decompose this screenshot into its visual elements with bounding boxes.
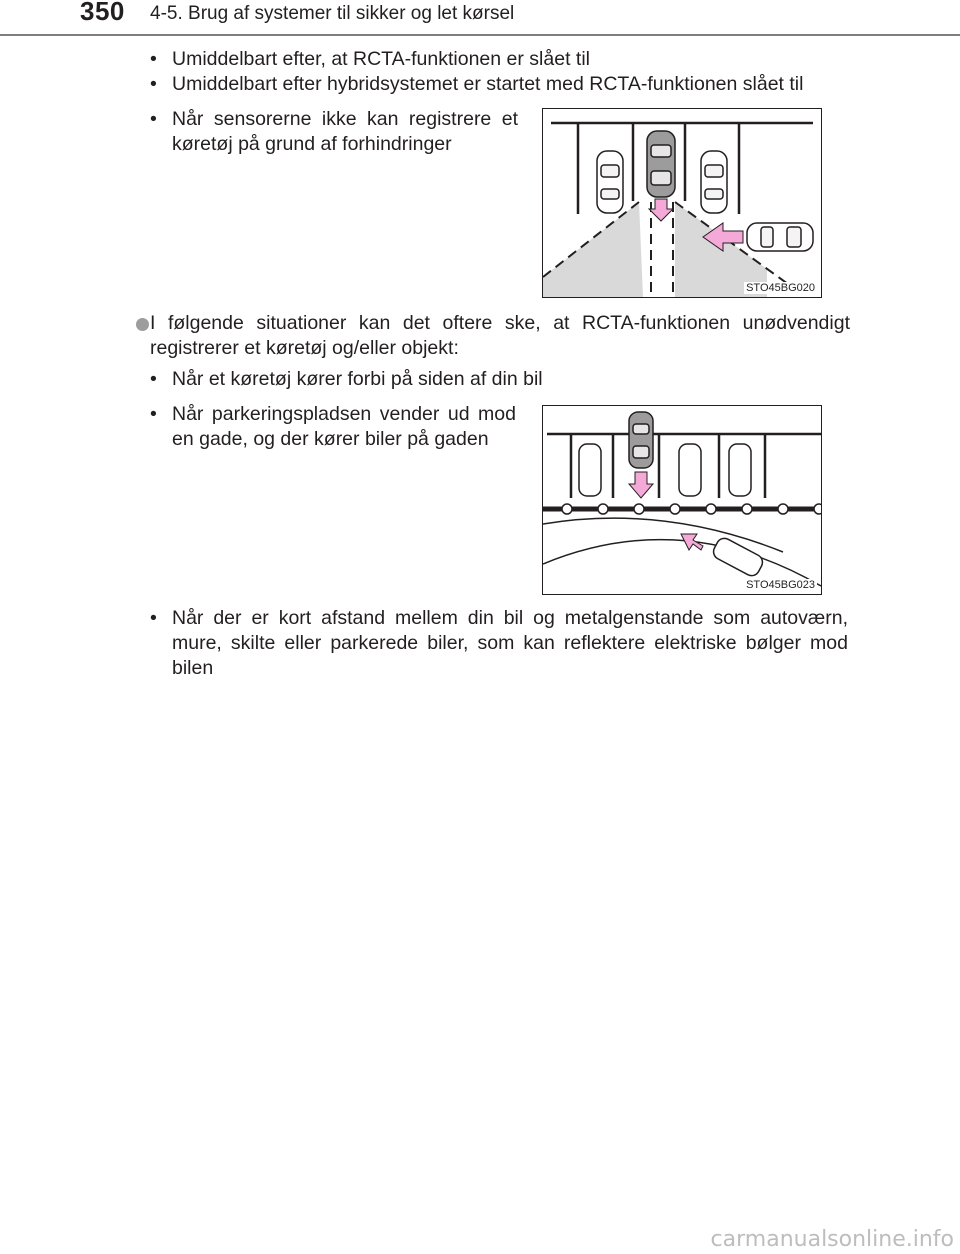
header-rule <box>0 34 960 36</box>
bullet-item-vehicle-passing <box>150 367 650 392</box>
circle-bullet-icon <box>136 318 149 331</box>
approaching-car <box>747 223 813 251</box>
parked-car <box>729 444 751 496</box>
bullet-text: Umiddelbart efter hybridsystemet er startet med RCTA-funktionen slået til <box>172 73 804 95</box>
bullet-text: Når et køretøj kører forbi på siden af din bil <box>172 368 543 390</box>
page-number: 350 <box>80 0 125 26</box>
own-car <box>629 412 653 468</box>
parked-car <box>579 444 601 496</box>
watermark: carmanualsonline.info <box>710 1227 954 1252</box>
bullet-text: Når parkeringspladsen vender ud mod en gade, og der kører biler på gaden <box>172 403 516 450</box>
reverse-arrow <box>629 472 653 498</box>
parking-diagram-street <box>543 406 821 594</box>
parked-car <box>679 444 701 496</box>
bullet-text: Umiddelbart efter, at RCTA-funktionen er slået til <box>172 48 590 70</box>
bullet-item-hybrid-started <box>150 72 870 97</box>
bullet-dot: • <box>150 48 157 70</box>
bullet-dot: • <box>150 403 157 425</box>
bullet-dot: • <box>150 73 157 95</box>
bullet-item-rcta-on <box>150 47 850 72</box>
figure-code: STO45BG023 <box>746 579 815 591</box>
bullet-text: Når sensorerne ikke kan registrere et køretøj på grund af forhindringer <box>172 108 518 155</box>
bullet-item-metal-objects <box>150 606 850 681</box>
parked-car-left <box>597 151 623 213</box>
bullet-dot: • <box>150 108 157 130</box>
figure-code: STO45BG020 <box>746 282 815 294</box>
bullet-text: Når der er kort afstand mellem din bil og metalgenstande som autoværn, mure, skilte eller parkerede biler, som kan reflektere elektriske bølger mod bilen <box>172 607 848 679</box>
reverse-arrow <box>649 199 673 221</box>
own-car <box>647 131 675 197</box>
bullet-item-sensor-obstruction <box>150 107 520 157</box>
bullet-dot: • <box>150 368 157 390</box>
figure-facing-street <box>542 405 822 595</box>
main-point-text: I følgende situationer kan det oftere ske, at RCTA-funktionen unødvendigt registrerer et køretøj og/eller objekt: <box>150 312 850 359</box>
figure-sensor-obstruction <box>542 108 822 298</box>
parking-diagram-obstruction <box>543 109 821 297</box>
bullet-dot: • <box>150 607 157 629</box>
section-title: 4-5. Brug af systemer til sikker og let kørsel <box>150 3 515 24</box>
parked-car-right <box>701 151 727 213</box>
bullet-item-facing-street <box>150 402 516 477</box>
